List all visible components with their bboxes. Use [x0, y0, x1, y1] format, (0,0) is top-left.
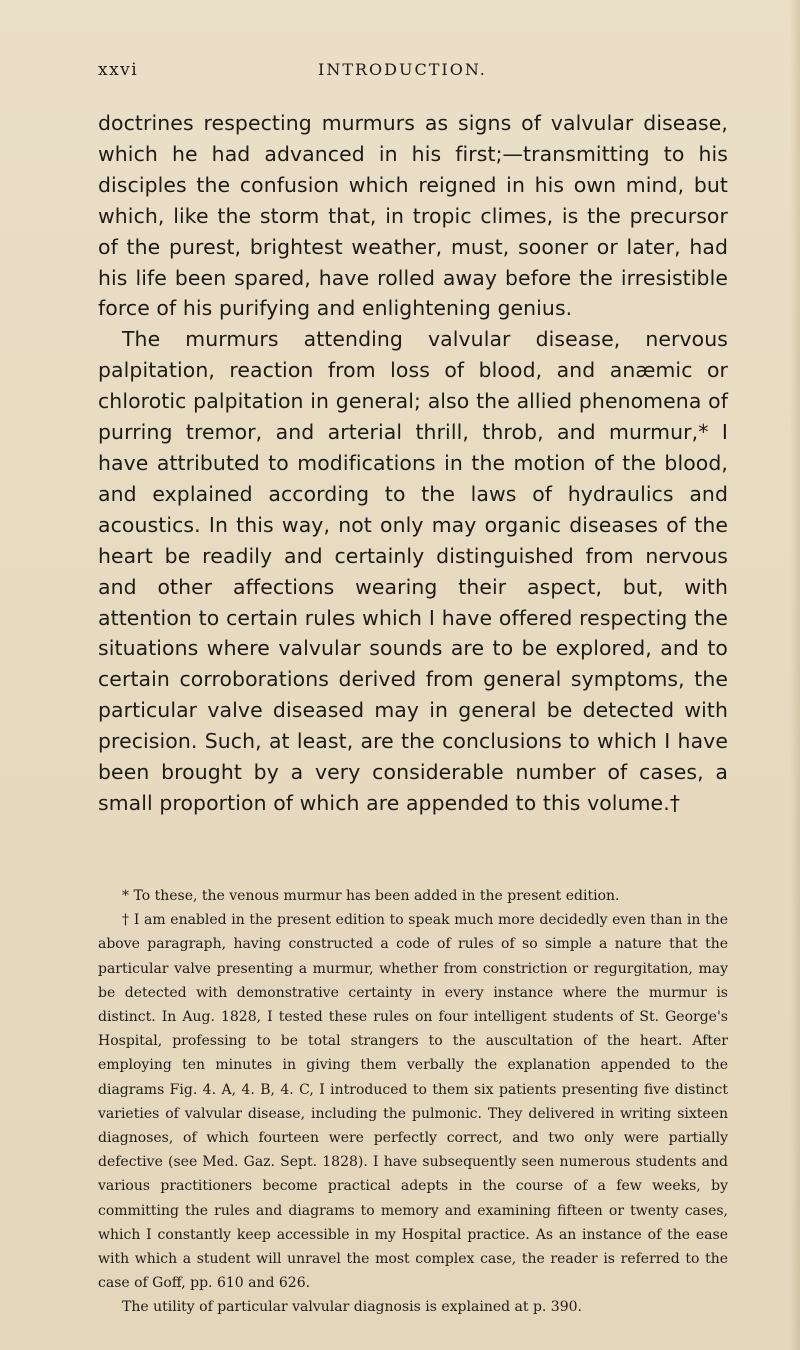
paragraph-continued: doctrines respecting murmurs as signs of valvular disease, which he had advanced in his first;—transmitting to his disciples the confusion which reigned in his own mind, but which, like the storm that, in tropic climes, is the precursor of the purest, brightest weather, must, sooner or later, had his life been spared, have rolled away before the irresistible force of his purifying and enlightening genius. — [98, 111, 728, 321]
footnote-venous-murmur: * To these, the venous murmur has been added in the present edition. — [122, 888, 620, 904]
footnotes — [98, 884, 728, 1320]
body-text — [98, 108, 728, 819]
paragraph-murmurs: The murmurs attending valvular disease, nervous palpitation, reaction from loss of blood, and anæmic or chlorotic palpitation in general; also the allied phenomena of purring tremor, and arterial thrill, throb, and murmur,* I have attributed to modifications in the motion of the blood, and explained according to the laws of hydraulics and acoustics. In this way, not only may organic diseases of the heart be readily and certainly distinguished from nervous and other affections wearing their aspect, but, with attention to certain rules which I have offered respecting the situations where valvular sounds are to be explored, and to certain corroborations derived from general symptoms, the particular valve diseased may in general be detected with precision. Such, at least, are the conclusions to which I have been brought by a very considerable number of cases, a small proportion of which are appended to this volume.† — [98, 327, 728, 815]
running-head — [98, 60, 718, 84]
page-number: xxvi — [98, 60, 139, 80]
footnote-rules: † I am enabled in the present edition to speak much more decidedly even than in the above paragraph, having constructed a code of rules of so simple a nature that the particular valve presenting a murmur, whether from constriction or regurgitation, may be detected with demonstrative certainty in every instance where the murmur is distinct. In Aug. 1828, I tested these rules on four intelligent students of St. George's Hospital, professing to be total strangers to the auscultation of the heart. After employing ten minutes in giving them verbally the explanation appended to the diagrams Fig. 4. A, 4. B, 4. C, I introduced to them six patients presenting five distinct varieties of valvular disease, including the pulmonic. They delivered in writing sixteen diagnoses, of which fourteen were perfectly correct, and two only were partially defective (see Med. Gaz. Sept. 1828). I have subsequently seen numerous students and various practitioners become practical adepts in the course of a few weeks, by committing the rules and diagrams to memory and examining fifteen or twenty cases, which I constantly keep accessible in my Hospital practice. As an instance of the ease with which a student will unravel the most complex case, the reader is referred to the case of Goff, pp. 610 and 626. — [98, 912, 728, 1292]
footnote-utility: The utility of particular valvular diagnosis is explained at p. 390. — [122, 1299, 582, 1316]
running-title: INTRODUCTION. — [318, 60, 487, 79]
page-edge-shadow — [790, 0, 800, 1350]
